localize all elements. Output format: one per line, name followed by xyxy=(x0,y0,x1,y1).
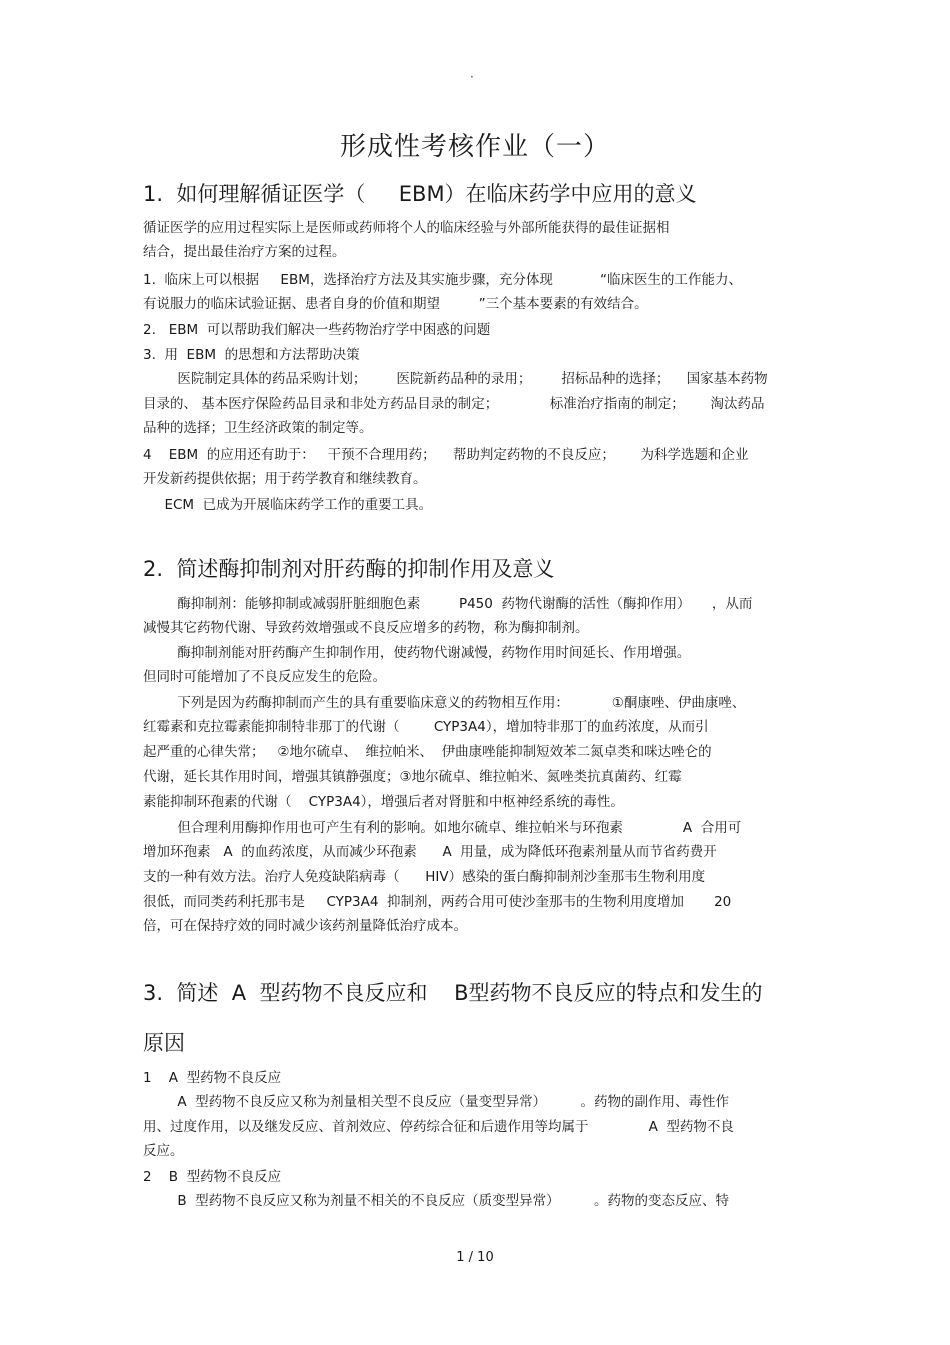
s2-line: 倍，可在保持疗效的同时减少该药剂量降低治疗成本。 xyxy=(143,918,467,934)
s3-line: B 型药物不良反应又称为剂量不相关的不良反应（质变型异常） 。药物的变态反应、特 xyxy=(143,1193,730,1209)
page-title: 形成性考核作业（一） xyxy=(339,132,610,162)
s2-line: 酶抑制剂能对肝药酶产生抑制作用，使药物代谢减慢，药物作用时间延长、作用增强。 xyxy=(143,645,691,661)
s3-line: 1 A 型药物不良反应 xyxy=(143,1070,282,1086)
s1-line: 循证医学的应用过程实际上是医师或药师将个人的临床经验与外部所能获得的最佳证据相 xyxy=(143,220,670,236)
s1-line: 目录的、 基本医疗保险药品目录和非处方药品目录的制定； 标准治疗指南的制定； 淘汰药品 xyxy=(143,396,765,412)
s3-line: 反应。 xyxy=(143,1143,184,1159)
s2-line: 很低，而同类药利托那韦是 CYP3A4 抑制剂，两药合用可使沙奎那韦的生物利用度增加 20 xyxy=(143,894,732,910)
s1-line: ECM 已成为开展临床药学工作的重要工具。 xyxy=(143,497,433,513)
s1-line: 结合，提出最佳治疗方案的过程。 xyxy=(143,244,346,260)
s2-line: 支的一种有效方法。治疗人免疫缺陷病毒（ HIV）感染的蛋白酶抑制剂沙奎那韦生物利用度 xyxy=(143,869,706,885)
s3-line: 2 B 型药物不良反应 xyxy=(143,1169,282,1185)
s2-line: 起严重的心律失常； ②地尔硫卓、 维拉帕米、 伊曲康唑能抑制短效苯二氮卓类和咪达唑仑的 xyxy=(143,744,712,760)
section-3-heading: 3. 简述 A 型药物不良反应和 B型药物不良反应的特点和发生的 xyxy=(143,981,763,1005)
s3-line: 用、过度作用，以及继发反应、首剂效应、停药综合征和后遗作用等均属于 A 型药物不良 xyxy=(143,1119,734,1135)
s2-line: 代谢，延长其作用时间，增强其镇静强度；③地尔硫卓、维拉帕米、氮唑类抗真菌药、红霉 xyxy=(143,769,682,785)
s1-line: 2. EBM 可以帮助我们解决一些药物治疗学中困惑的问题 xyxy=(143,322,491,338)
s1-line: 有说服力的临床试验证据、患者自身的价值和期望 ”三个基本要素的有效结合。 xyxy=(143,296,648,312)
s1-line: 医院制定具体的药品采购计划； 医院新药品种的录用； 招标品种的选择； 国家基本药物 xyxy=(143,371,768,387)
s1-line: 品种的选择；卫生经济政策的制定等。 xyxy=(143,420,373,436)
s2-line: 但合理利用酶抑作用也可产生有利的影响。如地尔硫卓、维拉帕米与环孢素 A 合用可 xyxy=(143,820,742,836)
s3-line: A 型药物不良反应又称为剂量相关型不良反应（量变型异常） 。药物的副作用、毒性作 xyxy=(143,1094,729,1110)
s1-line: 1. 临床上可以根据 EBM，选择治疗方法及其实施步骤，充分体现 “临床医生的工作能力、 xyxy=(143,272,743,288)
s2-line: 素能抑制环孢素的代谢（ CYP3A4），增强后者对肾脏和中枢神经系统的毒性。 xyxy=(143,794,624,810)
header-dot: · xyxy=(470,70,474,84)
s2-line: 红霉素和克拉霉素能抑制特非那丁的代谢（ CYP3A4），增加特非那丁的血药浓度，从而引 xyxy=(143,719,709,735)
section-3-heading-cont: 原因 xyxy=(143,1031,185,1055)
s1-line: 开发新药提供依据；用于药学教育和继续教育。 xyxy=(143,471,427,487)
s1-line: 4 EBM 的应用还有助于： 干预不合理用药； 帮助判定药物的不良反应； 为科学选题和企业 xyxy=(143,447,749,463)
s2-line: 增加环孢素 A 的血药浓度，从而减少环孢素 A 用量，成为降低环孢素剂量从而节省药费开 xyxy=(143,844,717,860)
section-1-heading: 1. 如何理解循证医学（ EBM）在临床药学中应用的意义 xyxy=(143,182,697,206)
s2-line: 下列是因为药酶抑制而产生的具有重要临床意义的药物相互作用： ①酮康唑、伊曲康唑、 xyxy=(143,695,746,711)
section-2-heading: 2. 简述酶抑制剂对肝药酶的抑制作用及意义 xyxy=(143,557,555,581)
s2-line: 但同时可能增加了不良反应发生的危险。 xyxy=(143,669,386,685)
s2-line: 减慢其它药物代谢、导致药效增强或不良反应增多的药物，称为酶抑制剂。 xyxy=(143,620,589,636)
s2-line: 酶抑制剂：能够抑制或减弱肝脏细胞色素 P450 药物代谢酶的活性（酶抑作用） ，从而 xyxy=(143,596,753,612)
page-number: 1 / 10 xyxy=(456,1250,494,1265)
s1-line: 3. 用 EBM 的思想和方法帮助决策 xyxy=(143,347,360,363)
